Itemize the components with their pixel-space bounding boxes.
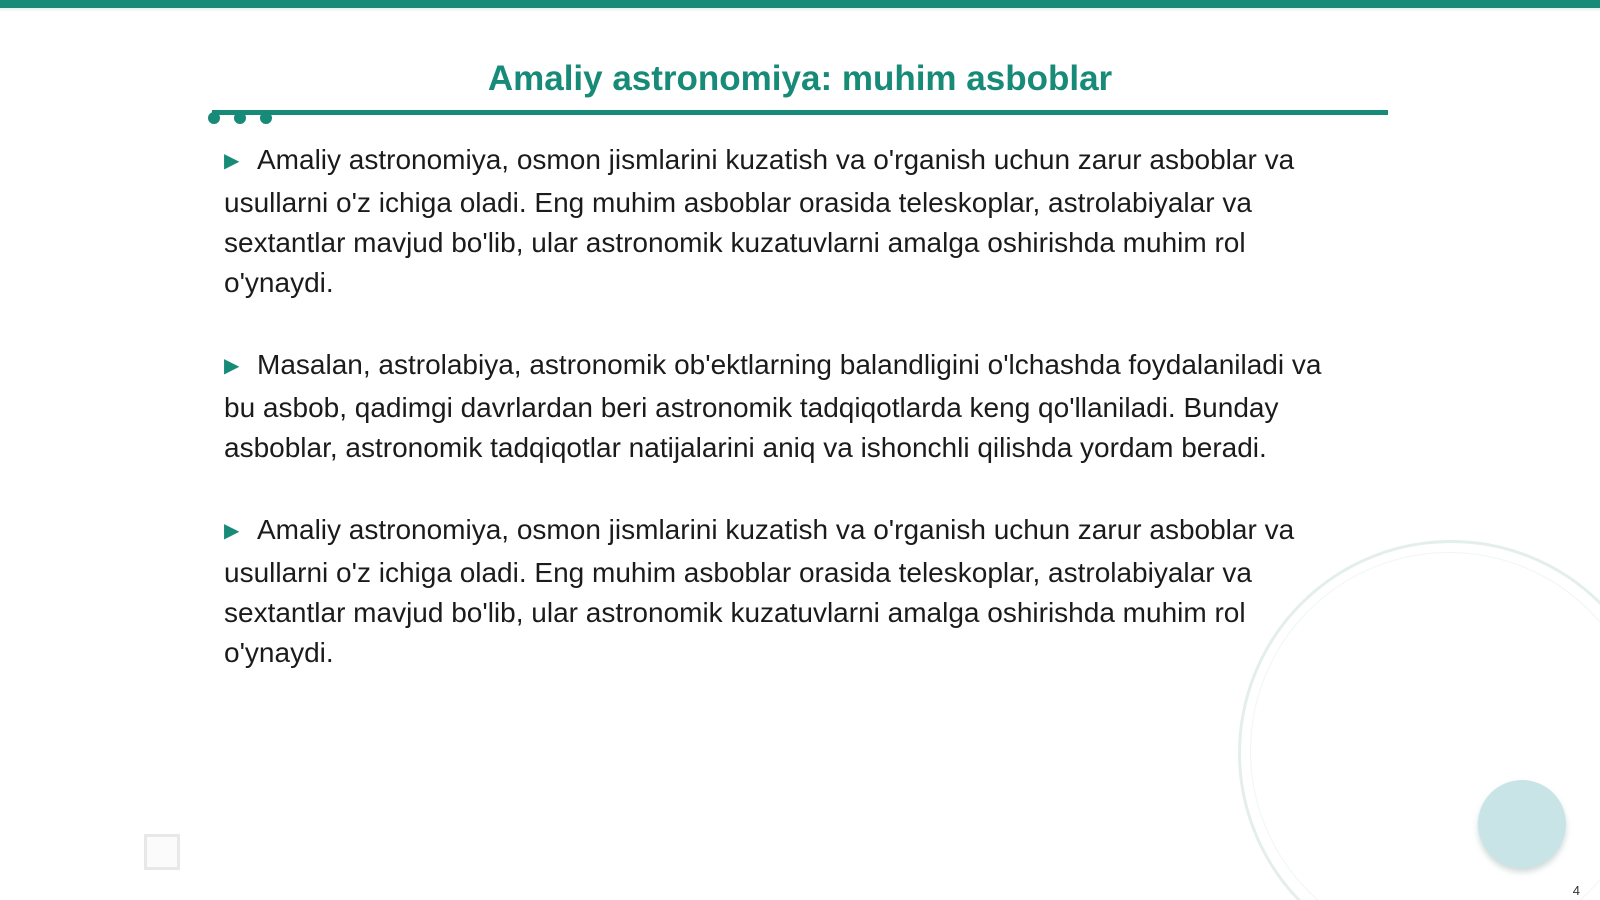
bullet-arrow-icon: ▶ xyxy=(224,520,240,542)
paragraph-text: Masalan, astrolabiya, astronomik ob'ektlarning balandligini o'lchashda foydalaniladi va bu asbob, qadimgi davrlardan beri astronomik tadqiqotlarda keng qo'llaniladi. Bunday asboblar, astronomik tadqiqotlar natijalarini aniq va ishonchli qilishda yordam beradi. xyxy=(224,349,1322,463)
top-accent-bar xyxy=(0,0,1600,8)
slide-body xyxy=(224,140,1360,715)
decor-dot xyxy=(208,112,220,124)
bullet-arrow-icon: ▶ xyxy=(224,355,240,377)
bullet-paragraph xyxy=(224,510,1360,673)
decor-dot xyxy=(260,112,272,124)
decor-circle xyxy=(1478,780,1566,868)
paragraph-text: Amaliy astronomiya, osmon jismlarini kuzatish va o'rganish uchun zarur asboblar va usullarni o'z ichiga oladi. Eng muhim asboblar orasida teleskoplar, astrolabiyalar va sextantlar mavjud bo'lib, ular astronomik kuzatuvlarni amalga oshirishda muhim rol o'ynaydi. xyxy=(224,514,1295,668)
decor-square xyxy=(144,834,180,870)
slide-title: Amaliy astronomiya: muhim asboblar xyxy=(487,59,1113,98)
bullet-paragraph xyxy=(224,345,1360,468)
decor-dot xyxy=(234,112,246,124)
bullet-arrow-icon: ▶ xyxy=(224,150,240,172)
paragraph-text: Amaliy astronomiya, osmon jismlarini kuzatish va o'rganish uchun zarur asboblar va usullarni o'z ichiga oladi. Eng muhim asboblar orasida teleskoplar, astrolabiyalar va sextantlar mavjud bo'lib, ular astronomik kuzatuvlarni amalga oshirishda muhim rol o'ynaydi. xyxy=(224,144,1295,298)
page-number: 4 xyxy=(1572,883,1580,898)
top-bar-shadow xyxy=(0,8,1600,12)
title-underline xyxy=(212,110,1388,115)
bullet-paragraph xyxy=(224,140,1360,303)
